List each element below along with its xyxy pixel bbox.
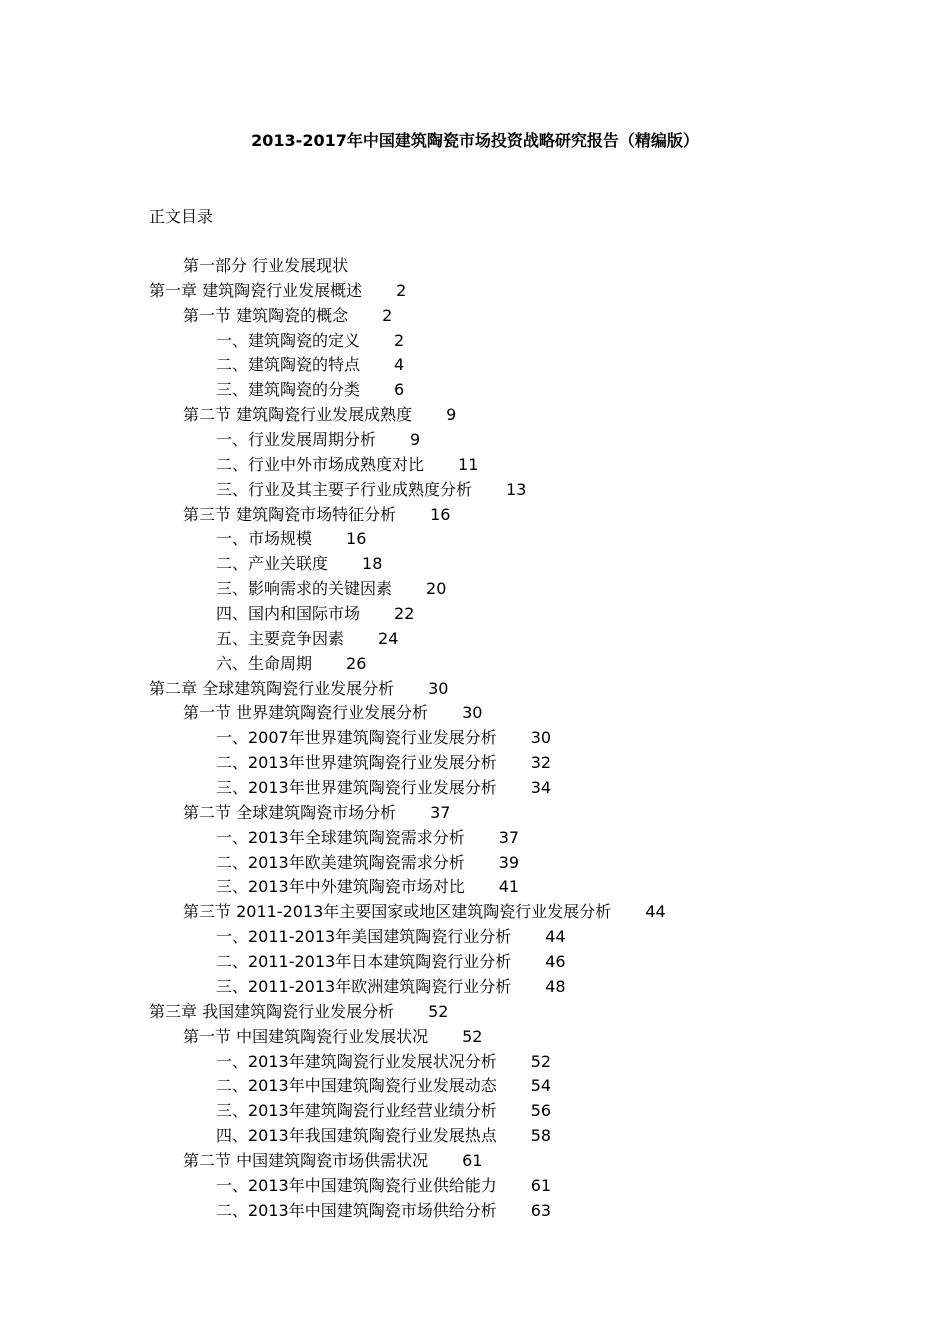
toc-entry-page: 37 — [430, 802, 451, 822]
toc-entry-label: 第二节 中国建筑陶瓷市场供需状况 — [183, 1150, 429, 1170]
toc-entry — [0, 975, 950, 1000]
toc-entry-label: 一、建筑陶瓷的定义 — [216, 330, 361, 350]
toc-entry-label: 一、市场规模 — [216, 529, 313, 549]
toc-heading: 正文目录 — [149, 207, 214, 226]
toc-entry-label: 一、2013年全球建筑陶瓷需求分析 — [216, 827, 465, 847]
toc-entry-page: 63 — [530, 1200, 552, 1220]
toc-entry-page: 52 — [530, 1051, 552, 1071]
toc-entry — [0, 353, 950, 378]
toc-entry-page: 30 — [428, 678, 449, 698]
toc-entry-page: 24 — [378, 628, 399, 648]
toc-entry-label: 三、2013年中外建筑陶瓷市场对比 — [216, 877, 465, 897]
toc-entry-page: 16 — [346, 529, 367, 549]
toc-entry-page: 16 — [430, 504, 451, 524]
toc-entry-page: 13 — [506, 479, 527, 499]
toc-entry-label: 二、2013年中国建筑陶瓷市场供给分析 — [216, 1200, 497, 1220]
toc-entry — [0, 776, 950, 801]
document-title: 2013-2017年中国建筑陶瓷市场投资战略研究报告（精编版） — [251, 131, 699, 150]
toc-entry-label: 第一章 建筑陶瓷行业发展概述 — [149, 280, 363, 300]
toc-entry — [0, 279, 950, 304]
toc-entry-page: 20 — [426, 579, 447, 599]
toc-entry-page: 26 — [346, 653, 367, 673]
toc-entry-page: 30 — [530, 728, 552, 748]
toc-entry-page: 6 — [394, 380, 405, 400]
toc-entry — [0, 726, 950, 751]
toc-entry-label: 一、2013年中国建筑陶瓷行业供给能力 — [216, 1175, 497, 1195]
toc-entry — [0, 478, 950, 503]
toc-entry-page: 61 — [530, 1175, 552, 1195]
toc-entry-label: 四、2013年我国建筑陶瓷行业发展热点 — [216, 1126, 497, 1146]
toc-entry-label: 第一节 中国建筑陶瓷行业发展状况 — [183, 1026, 429, 1046]
toc-entry-label: 一、2007年世界建筑陶瓷行业发展分析 — [216, 728, 497, 748]
toc-entry-page: 52 — [428, 1001, 449, 1021]
toc-entry — [0, 378, 950, 403]
toc-entry-label: 第二节 全球建筑陶瓷市场分析 — [183, 802, 397, 822]
toc-entry — [0, 552, 950, 577]
toc-entry-page: 2 — [394, 330, 405, 350]
toc-entry — [0, 254, 950, 279]
toc-entry-label: 二、2013年世界建筑陶瓷行业发展分析 — [216, 753, 497, 773]
toc-entry-label: 一、2011-2013年美国建筑陶瓷行业分析 — [216, 927, 512, 947]
toc-entry-page: 32 — [530, 753, 552, 773]
toc-entry-label: 三、建筑陶瓷的分类 — [216, 380, 361, 400]
toc-entry-page: 39 — [498, 852, 520, 872]
toc-entry — [0, 453, 950, 478]
toc-entry-page: 46 — [545, 952, 566, 972]
toc-entry — [0, 1149, 950, 1174]
toc-entry-page: 34 — [530, 778, 552, 798]
toc-entry-label: 三、2013年世界建筑陶瓷行业发展分析 — [216, 778, 497, 798]
toc-entry-page: 41 — [498, 877, 520, 897]
toc-entry-label: 第三节 建筑陶瓷市场特征分析 — [183, 504, 397, 524]
toc-entry — [0, 801, 950, 826]
toc-entry-page: 11 — [458, 454, 479, 474]
toc-entry — [0, 627, 950, 652]
toc-entry-label: 二、2011-2013年日本建筑陶瓷行业分析 — [216, 952, 512, 972]
toc-entry-label: 一、2013年建筑陶瓷行业发展状况分析 — [216, 1051, 497, 1071]
toc-entry-label: 第一节 建筑陶瓷的概念 — [183, 305, 349, 325]
toc-entry-label: 五、主要竞争因素 — [216, 628, 345, 648]
toc-entry-label: 二、建筑陶瓷的特点 — [216, 355, 361, 375]
toc-entry-label: 第三章 我国建筑陶瓷行业发展分析 — [149, 1001, 395, 1021]
toc-entry — [0, 1050, 950, 1075]
toc-entry — [0, 1199, 950, 1224]
toc-entry-page: 2 — [382, 305, 393, 325]
toc-entry-page: 22 — [394, 604, 415, 624]
toc-entry-label: 四、国内和国际市场 — [216, 604, 361, 624]
toc-entry-label: 第二节 建筑陶瓷行业发展成熟度 — [183, 405, 413, 425]
toc-entry-page: 48 — [545, 976, 566, 996]
toc-entry — [0, 1025, 950, 1050]
toc-entry — [0, 701, 950, 726]
toc-entry — [0, 925, 950, 950]
toc-entry — [0, 950, 950, 975]
toc-entry-page: 52 — [462, 1026, 483, 1046]
toc-entry — [0, 677, 950, 702]
toc-entry — [0, 602, 950, 627]
toc-entry-label: 第一节 世界建筑陶瓷行业发展分析 — [183, 703, 429, 723]
toc-entry-label: 二、行业中外市场成熟度对比 — [216, 454, 425, 474]
toc-entry-label: 三、2011-2013年欧洲建筑陶瓷行业分析 — [216, 976, 512, 996]
toc-entry — [0, 875, 950, 900]
toc-entry — [0, 826, 950, 851]
toc-entry-label: 三、2013年建筑陶瓷行业经营业绩分析 — [216, 1101, 497, 1121]
toc-entry-page: 30 — [462, 703, 483, 723]
toc-entry-page: 61 — [462, 1150, 483, 1170]
toc-entry-label: 六、生命周期 — [216, 653, 313, 673]
toc-entry — [0, 329, 950, 354]
toc-entry — [0, 1124, 950, 1149]
toc-entry-page: 9 — [410, 430, 421, 450]
toc-entry — [0, 527, 950, 552]
toc-entry-page: 37 — [498, 827, 520, 847]
toc-entry-page: 2 — [396, 280, 407, 300]
toc-entry-page: 9 — [446, 405, 457, 425]
toc-entry — [0, 751, 950, 776]
toc-entry-page: 56 — [530, 1101, 552, 1121]
toc-entry-label: 三、影响需求的关键因素 — [216, 579, 393, 599]
toc-entry-label: 一、行业发展周期分析 — [216, 430, 377, 450]
toc-entry-page: 18 — [362, 554, 383, 574]
table-of-contents — [0, 254, 950, 1224]
toc-entry — [0, 1099, 950, 1124]
toc-entry — [0, 403, 950, 428]
toc-entry — [0, 1074, 950, 1099]
toc-entry-label: 第二章 全球建筑陶瓷行业发展分析 — [149, 678, 395, 698]
toc-entry — [0, 503, 950, 528]
toc-entry — [0, 428, 950, 453]
toc-entry — [0, 900, 950, 925]
toc-entry — [0, 1174, 950, 1199]
toc-entry-page: 44 — [645, 902, 666, 922]
toc-entry-label: 第一部分 行业发展现状 — [183, 256, 349, 275]
toc-entry — [0, 577, 950, 602]
toc-entry-label: 二、产业关联度 — [216, 554, 329, 574]
toc-entry-label: 二、2013年中国建筑陶瓷行业发展动态 — [216, 1076, 497, 1096]
toc-entry — [0, 652, 950, 677]
toc-entry-page: 4 — [394, 355, 405, 375]
toc-entry-label: 二、2013年欧美建筑陶瓷需求分析 — [216, 852, 465, 872]
toc-entry-page: 44 — [545, 927, 566, 947]
toc-entry — [0, 1000, 950, 1025]
toc-entry-label: 第三节 2011-2013年主要国家或地区建筑陶瓷行业发展分析 — [183, 902, 612, 922]
toc-entry — [0, 851, 950, 876]
toc-entry-label: 三、行业及其主要子行业成熟度分析 — [216, 479, 473, 499]
toc-entry — [0, 304, 950, 329]
toc-entry-page: 58 — [530, 1126, 552, 1146]
toc-entry-page: 54 — [530, 1076, 552, 1096]
